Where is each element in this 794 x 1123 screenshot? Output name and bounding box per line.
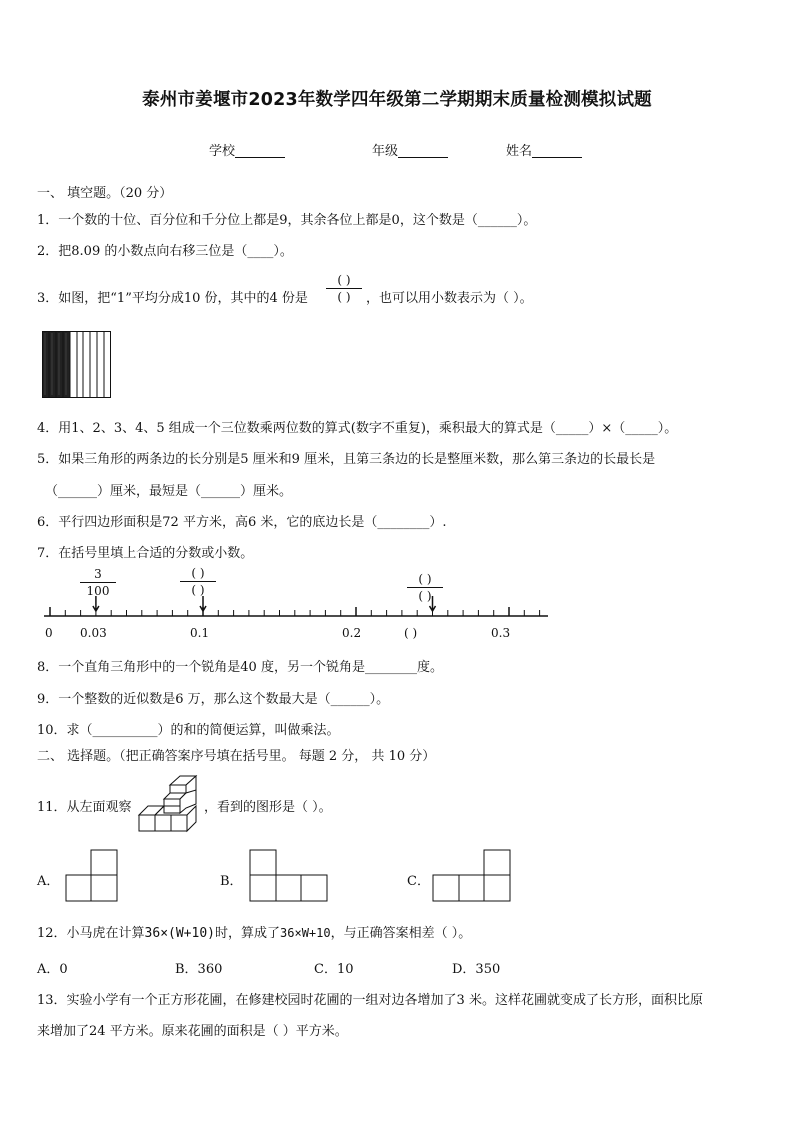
school-field[interactable] <box>209 140 285 159</box>
page-title: 泰州市姜堰市2023年数学四年级第二学期期末质量检测模拟试题 <box>142 90 652 110</box>
question-3-fraction <box>326 273 362 304</box>
fraction-numerator: ( ) <box>418 572 432 586</box>
fraction-bar <box>326 288 362 289</box>
option-a-figure[interactable] <box>65 849 119 903</box>
question-3-before: 3．如图，把“1”平均分成10 份，其中的4 份是 <box>37 291 308 306</box>
question-12-expression-1: 36×(W+10) <box>144 926 215 941</box>
ten-strip-figure <box>42 331 112 399</box>
school-blank[interactable] <box>235 144 285 158</box>
question-12-suffix: ，与正确答案相差（ ）。 <box>330 926 472 941</box>
number-line-arrow-icon <box>93 596 99 611</box>
question-3-after: ，也可以用小数表示为（ ）。 <box>366 291 533 306</box>
number-line-label-01: 0.1 <box>190 626 210 640</box>
fraction-denominator: ( ) <box>418 589 432 603</box>
question-10: 10．求（__________）的和的简便运算，叫做乘法。 <box>37 723 340 738</box>
grade-field[interactable] <box>372 140 448 159</box>
question-1: 1．一个数的十位、百分位和千分位上都是9，其余各位上都是0，这个数是（______）。 <box>37 213 537 228</box>
number-line-fraction-2 <box>180 566 216 597</box>
fraction-denominator: ( ) <box>337 290 351 304</box>
name-label: 姓名 <box>506 144 533 159</box>
question-11-after: ，看到的图形是（ ）。 <box>204 800 332 815</box>
q12-option-d[interactable]: D．350 <box>452 962 501 977</box>
section-1-heading: 一、 填空题。（20 分） <box>37 186 173 201</box>
number-line-arrow-icon <box>200 596 206 611</box>
number-line-label-003: 0.03 <box>80 626 107 640</box>
number-line-arrow-icon <box>430 596 436 611</box>
name-blank[interactable] <box>532 144 582 158</box>
question-2: 2．把8.09 的小数点向右移三位是（____）。 <box>37 244 293 259</box>
cube-stack-figure <box>137 773 203 833</box>
name-field[interactable] <box>506 140 582 159</box>
q12-option-c[interactable]: C．10 <box>314 962 354 977</box>
fraction-numerator: ( ) <box>337 273 351 287</box>
number-line-label-02: 0.2 <box>342 626 362 640</box>
question-8: 8．一个直角三角形中的一个锐角是40 度，另一个锐角是________度。 <box>37 660 443 675</box>
number-line-answer-blank[interactable]: ( ) <box>404 626 418 640</box>
option-a-label[interactable]: A． <box>37 874 60 889</box>
school-label: 学校 <box>209 144 236 159</box>
question-11-before: 11．从左面观察 <box>37 800 132 815</box>
grade-label: 年级 <box>372 144 399 159</box>
option-c-figure[interactable] <box>432 849 512 903</box>
question-12-prefix: 12．小马虎在计算 <box>37 926 145 941</box>
fraction-denominator: 100 <box>86 584 110 598</box>
grade-blank[interactable] <box>398 144 448 158</box>
question-13-line-2: 来增加了24 平方米。原来花圃的面积是（ ）平方米。 <box>37 1024 348 1039</box>
q12-option-b[interactable]: B．360 <box>175 962 223 977</box>
q12-option-a[interactable]: A．0 <box>37 962 68 977</box>
fraction-numerator: 3 <box>94 567 102 581</box>
question-5-line-1: 5．如果三角形的两条边的长分别是5 厘米和9 厘米，且第三条边的长是整厘米数，那么第三条边的长最长是 <box>37 452 656 467</box>
option-b-label[interactable]: B． <box>220 874 243 889</box>
option-b-figure[interactable] <box>249 849 329 903</box>
question-6: 6．平行四边形面积是72 平方米，高6 米，它的底边长是（________）. <box>37 515 447 530</box>
question-12 <box>37 922 471 941</box>
fraction-bar <box>80 582 116 583</box>
section-2-heading: 二、 选择题。（把正确答案序号填在括号里。 每题 2 分， 共 10 分） <box>37 749 436 764</box>
question-9: 9．一个整数的近似数是6 万，那么这个数最大是（______）。 <box>37 692 390 707</box>
question-13-line-1: 13．实验小学有一个正方形花圃，在修建校园时花圃的一组对边各增加了3 米。这样花圃就变成了长方形，面积比原 <box>37 993 703 1008</box>
fraction-bar <box>180 581 216 582</box>
question-7: 7．在括号里填上合适的分数或小数。 <box>37 546 254 561</box>
fraction-numerator: ( ) <box>191 566 205 580</box>
number-line-label-0: 0 <box>45 626 53 640</box>
number-line <box>40 598 560 628</box>
number-line-label-03: 0.3 <box>491 626 511 640</box>
number-line-fraction-1 <box>80 567 116 598</box>
fraction-bar <box>407 587 443 588</box>
fraction-denominator: ( ) <box>191 583 205 597</box>
question-12-expression-2: 36×W+10 <box>280 926 331 940</box>
question-12-mid: 时，算成了 <box>215 926 281 941</box>
question-5-line-2: （______）厘米，最短是（______）厘米。 <box>45 484 293 499</box>
option-c-label[interactable]: C． <box>407 874 430 889</box>
question-4: 4．用1、2、3、4、5 组成一个三位数乘两位数的算式(数字不重复)，乘积最大的算式是（_____）×（_____）。 <box>37 421 678 436</box>
